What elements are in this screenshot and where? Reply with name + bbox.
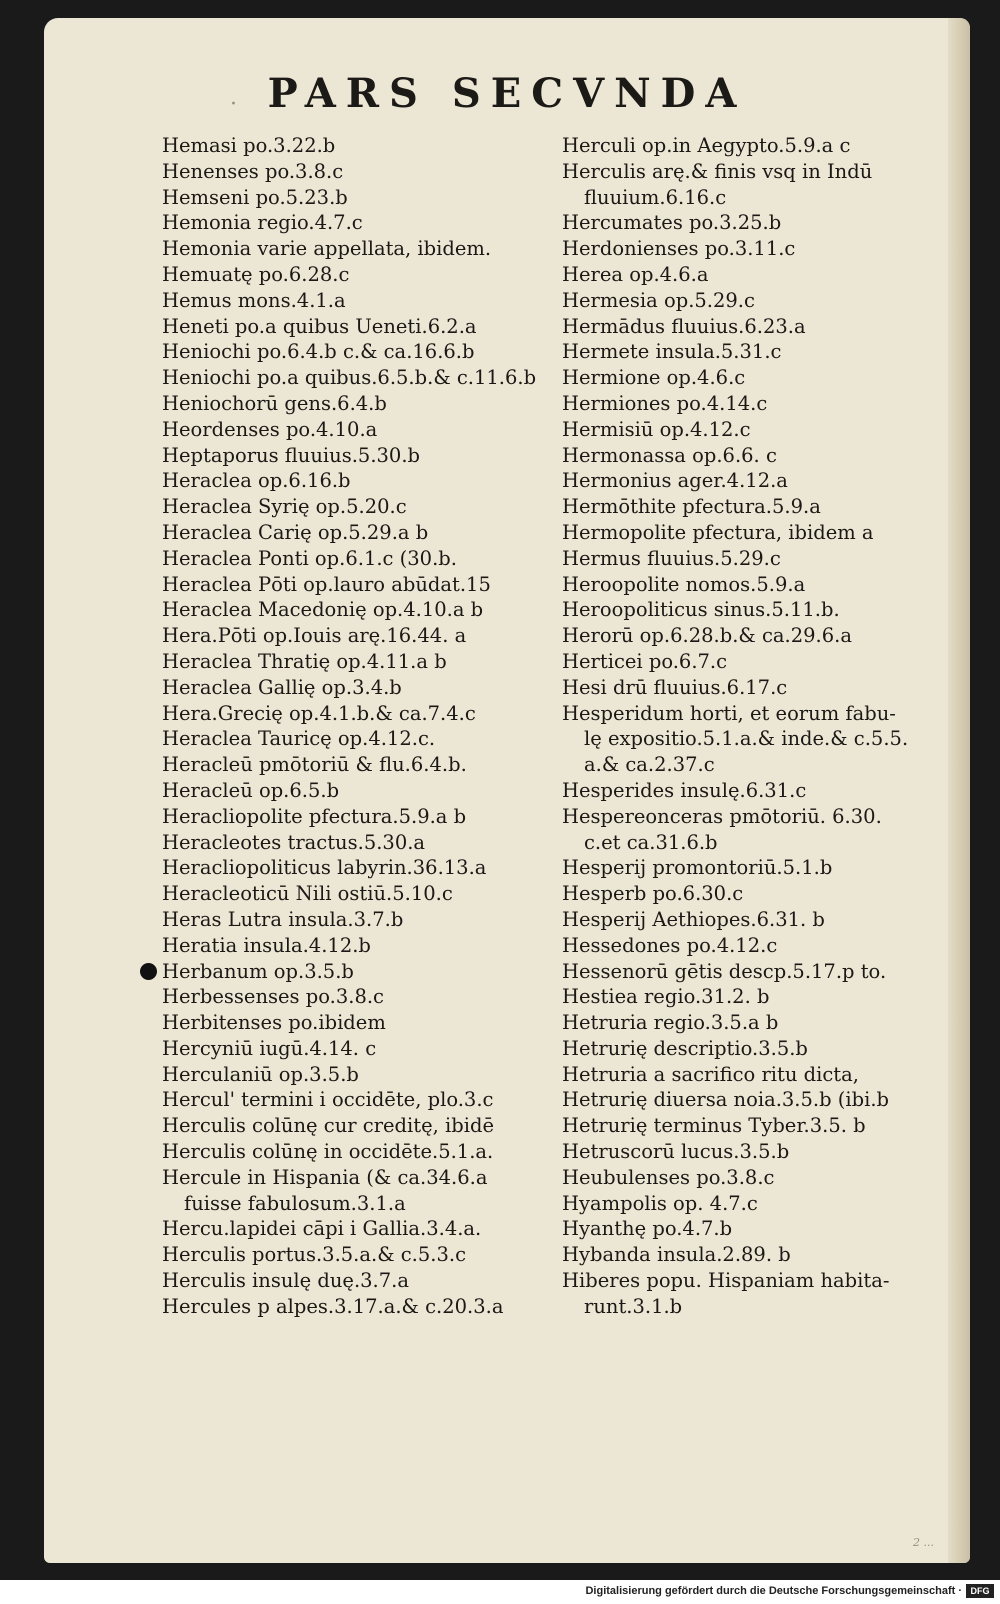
right-index-entry bbox=[562, 675, 962, 701]
right-index-entry bbox=[562, 468, 962, 494]
entry-text: Heroopoliticus sinus.5.11.b. bbox=[562, 598, 840, 622]
entry-text: Hermione op.4.6.c bbox=[562, 366, 746, 390]
entry-text: Hemonia varie appellata, ibidem. bbox=[162, 237, 492, 261]
entry-text: Hercul' termini i occidēte, plo.3.c bbox=[162, 1088, 494, 1112]
left-index-entry bbox=[162, 984, 602, 1010]
entry-text: Heraclea Thratię op.4.11.a b bbox=[162, 649, 447, 673]
left-index-entry bbox=[162, 1010, 602, 1036]
entry-text: Heraclea Pōti op.lauro abūdat.15 bbox=[162, 572, 491, 596]
entry-text: Herculis portus.3.5.a.& c.5.3.c bbox=[162, 1243, 467, 1267]
entry-text: Herculi op.in Aegypto.5.9.a c bbox=[562, 134, 851, 157]
entry-text: Herbitenses po.ibidem bbox=[162, 1011, 386, 1035]
entry-text: Heniochorū gens.6.4.b bbox=[162, 391, 387, 415]
entry-text: Hermus fluuius.5.29.c bbox=[562, 546, 781, 570]
entry-text: Hemonia regio.4.7.c bbox=[162, 211, 363, 235]
entry-text: Hybanda insula.2.89. b bbox=[562, 1243, 791, 1267]
left-index-entry bbox=[162, 1191, 602, 1217]
entry-text: Heracliopoliticus labyrin.36.13.a bbox=[162, 856, 487, 880]
right-index-entry bbox=[562, 546, 962, 572]
right-index-entry bbox=[562, 649, 962, 675]
left-index-entry bbox=[162, 417, 602, 443]
entry-text: c.et ca.31.6.b bbox=[584, 830, 718, 854]
entry-text: Heracliopolite pfectura.5.9.a b bbox=[162, 804, 467, 828]
left-index-entry bbox=[162, 752, 602, 778]
right-index-entry bbox=[562, 572, 962, 598]
entry-text: Hercyniū iugū.4.14. c bbox=[162, 1036, 377, 1060]
entry-text: Heroopolite nomos.5.9.a bbox=[562, 572, 806, 596]
left-index-entry bbox=[162, 365, 602, 391]
left-index-entry bbox=[162, 1294, 602, 1320]
entry-text: Herbessenses po.3.8.c bbox=[162, 985, 384, 1009]
entry-text: Hetruria a sacrifico ritu dicta, bbox=[562, 1062, 859, 1086]
right-index-entry bbox=[562, 933, 962, 959]
left-index-entry bbox=[162, 546, 602, 572]
right-index-entry bbox=[562, 778, 962, 804]
entry-text: Heniochi po.6.4.b c.& ca.16.6.b bbox=[162, 340, 475, 364]
right-index-entry bbox=[562, 210, 962, 236]
entry-text: Heraclea Gallię op.3.4.b bbox=[162, 675, 402, 699]
left-index-entry bbox=[162, 288, 602, 314]
right-index-entry bbox=[562, 1242, 962, 1268]
entry-text: lę expositio.5.1.a.& inde.& c.5.5. bbox=[584, 727, 909, 751]
right-index-entry bbox=[562, 1139, 962, 1165]
entry-text: Herticei po.6.7.c bbox=[562, 649, 728, 673]
right-index-entry bbox=[562, 417, 962, 443]
left-index-entry bbox=[162, 572, 602, 598]
left-index-entry bbox=[162, 804, 602, 830]
entry-text: Heracleotes tractus.5.30.a bbox=[162, 830, 426, 854]
entry-text: Hermōthite pfectura.5.9.a bbox=[562, 495, 821, 519]
right-index-entry bbox=[562, 288, 962, 314]
entry-text: Hermopolite pfectura, ibidem a bbox=[562, 520, 874, 544]
entry-text: Heraclea Macedonię op.4.10.a b bbox=[162, 598, 484, 622]
left-index-entry bbox=[162, 830, 602, 856]
entry-text: Heraclea Tauricę op.4.12.c. bbox=[162, 727, 436, 751]
entry-text: Hercumates po.3.25.b bbox=[562, 211, 782, 235]
right-index-entry bbox=[562, 623, 962, 649]
left-index-entry bbox=[162, 159, 602, 185]
entry-text: Hermete insula.5.31.c bbox=[562, 340, 782, 364]
left-index-entry bbox=[162, 597, 602, 623]
right-index-entry bbox=[562, 1294, 962, 1320]
entry-text: Heptaporus fluuius.5.30.b bbox=[162, 443, 421, 467]
left-index-entry bbox=[162, 314, 602, 340]
left-index-entry bbox=[162, 1113, 602, 1139]
entry-text: Heratia insula.4.12.b bbox=[162, 933, 371, 957]
entry-text: Hercule in Hispania (& ca.34.6.a bbox=[162, 1165, 488, 1189]
right-index-entry bbox=[562, 804, 962, 830]
index-column-left bbox=[162, 133, 602, 1320]
left-index-entry bbox=[162, 339, 602, 365]
right-index-entry bbox=[562, 881, 962, 907]
right-index-entry bbox=[562, 1165, 962, 1191]
entry-text: a.& ca.2.37.c bbox=[584, 753, 715, 777]
entry-text: Herculis colūnę cur creditę, ibidē bbox=[162, 1114, 495, 1138]
left-index-entry bbox=[162, 520, 602, 546]
right-index-entry bbox=[562, 314, 962, 340]
entry-text: Hetrurię diuersa noia.3.5.b (ibi.b bbox=[562, 1088, 890, 1112]
entry-text: Heniochi po.a quibus.6.5.b.& c.11.6.b bbox=[162, 366, 537, 390]
entry-text: Hetruscorū lucus.3.5.b bbox=[562, 1140, 790, 1164]
right-index-entry bbox=[562, 494, 962, 520]
entry-text: Hesperij promontoriū.5.1.b bbox=[562, 856, 833, 880]
entry-text: Hessedones po.4.12.c bbox=[562, 933, 778, 957]
left-index-entry bbox=[162, 1139, 602, 1165]
entry-text: runt.3.1.b bbox=[584, 1294, 683, 1318]
entry-text: Heneti po.a quibus Ueneti.6.2.a bbox=[162, 314, 477, 338]
left-index-entry bbox=[162, 391, 602, 417]
entry-text: Hyanthę po.4.7.b bbox=[562, 1217, 733, 1241]
right-index-entry bbox=[562, 365, 962, 391]
signature-mark: 2 ... bbox=[913, 1536, 934, 1549]
running-head: PARS SECVNDA bbox=[267, 70, 747, 117]
entry-text: Hermonius ager.4.12.a bbox=[562, 469, 788, 493]
entry-text: Heracleoticū Nili ostiū.5.10.c bbox=[162, 882, 453, 906]
left-index-entry bbox=[162, 675, 602, 701]
ornament-mark: · bbox=[230, 92, 237, 117]
left-index-entry bbox=[162, 907, 602, 933]
right-index-entry bbox=[562, 907, 962, 933]
right-index-entry bbox=[562, 443, 962, 469]
right-index-entry bbox=[562, 133, 962, 159]
left-index-entry bbox=[162, 1036, 602, 1062]
entry-text: Hetruria regio.3.5.a b bbox=[562, 1011, 779, 1035]
left-index-entry bbox=[162, 1087, 602, 1113]
entry-text: Hemasi po.3.22.b bbox=[162, 134, 336, 157]
right-index-entry bbox=[562, 701, 962, 727]
entry-text: Heracleū pmōtoriū & flu.6.4.b. bbox=[162, 753, 467, 777]
right-index-entry bbox=[562, 520, 962, 546]
entry-text: Hera.Pōti op.Iouis arę.16.44. a bbox=[162, 624, 467, 648]
left-index-entry bbox=[162, 1268, 602, 1294]
right-index-entry bbox=[562, 1087, 962, 1113]
book-page bbox=[44, 18, 970, 1563]
entry-text: Heordenses po.4.10.a bbox=[162, 417, 378, 441]
right-index-entry bbox=[562, 830, 962, 856]
left-index-entry bbox=[162, 443, 602, 469]
entry-text: Hiberes popu. Hispaniam habita- bbox=[562, 1269, 890, 1293]
left-index-entry bbox=[162, 1062, 602, 1088]
left-index-entry bbox=[162, 933, 602, 959]
entry-text: Heraclea Carię op.5.29.a b bbox=[162, 520, 429, 544]
entry-text: Hesperidum horti, et eorum fabu- bbox=[562, 701, 896, 725]
left-index-entry bbox=[162, 468, 602, 494]
entry-text: Hermonassa op.6.6. c bbox=[562, 443, 777, 467]
footer-bar bbox=[0, 1580, 1000, 1604]
left-index-entry bbox=[162, 494, 602, 520]
entry-text: Herdonienses po.3.11.c bbox=[562, 237, 796, 261]
right-index-entry bbox=[562, 1036, 962, 1062]
entry-text: Herculaniū op.3.5.b bbox=[162, 1062, 359, 1086]
right-index-entry bbox=[562, 597, 962, 623]
entry-text: Hesperides insulę.6.31.c bbox=[562, 778, 807, 802]
entry-text: Hesperb po.6.30.c bbox=[562, 882, 744, 906]
left-index-entry bbox=[162, 778, 602, 804]
entry-text: Hermisiū op.4.12.c bbox=[562, 417, 751, 441]
entry-text: Hessenorū gētis descp.5.17.p to. bbox=[562, 959, 887, 983]
entry-text: Hetrurię terminus Tyber.3.5. b bbox=[562, 1114, 866, 1138]
entry-text: Henenses po.3.8.c bbox=[162, 159, 344, 183]
entry-text: Hemuatę po.6.28.c bbox=[162, 262, 350, 286]
left-index-entry bbox=[162, 1242, 602, 1268]
left-index-entry bbox=[162, 855, 602, 881]
entry-text: Heraclea Ponti op.6.1.c (30.b. bbox=[162, 546, 457, 570]
entry-text: Heraclea Syrię op.5.20.c bbox=[162, 495, 407, 519]
left-index-entry bbox=[162, 262, 602, 288]
left-index-entry bbox=[162, 623, 602, 649]
index-column-right bbox=[562, 133, 962, 1320]
left-index-entry bbox=[162, 959, 602, 985]
right-index-entry bbox=[562, 236, 962, 262]
entry-text: Hercu.lapidei cāpi i Gallia.3.4.a. bbox=[162, 1217, 482, 1241]
right-index-entry bbox=[562, 984, 962, 1010]
entry-text: fuisse fabulosum.3.1.a bbox=[184, 1191, 406, 1215]
entry-text: Heras Lutra insula.3.7.b bbox=[162, 907, 404, 931]
entry-text: Hestiea regio.31.2. b bbox=[562, 985, 770, 1009]
right-index-entry bbox=[562, 1216, 962, 1242]
right-index-entry bbox=[562, 339, 962, 365]
entry-text: Herculis colūnę in occidēte.5.1.a. bbox=[162, 1140, 494, 1164]
entry-text: Herculis insulę duę.3.7.a bbox=[162, 1269, 409, 1293]
entry-text: Hermiones po.4.14.c bbox=[562, 391, 768, 415]
right-index-entry bbox=[562, 855, 962, 881]
right-index-entry bbox=[562, 1062, 962, 1088]
entry-text: Hera.Grecię op.4.1.b.& ca.7.4.c bbox=[162, 701, 476, 725]
entry-text: Herorū op.6.28.b.& ca.29.6.a bbox=[562, 624, 852, 648]
left-index-entry bbox=[162, 236, 602, 262]
left-index-entry bbox=[162, 1165, 602, 1191]
right-index-entry bbox=[562, 752, 962, 778]
footer-credit: Digitalisierung gefördert durch die Deutsche Forschungsgemeinschaft · bbox=[585, 1585, 962, 1597]
right-index-entry bbox=[562, 1113, 962, 1139]
bullet-mark-icon bbox=[140, 963, 157, 980]
right-index-entry bbox=[562, 185, 962, 211]
left-index-entry bbox=[162, 649, 602, 675]
dfg-logo: DFG bbox=[966, 1584, 994, 1598]
entry-text: Hermesia op.5.29.c bbox=[562, 288, 755, 312]
entry-text: Hemseni po.5.23.b bbox=[162, 185, 348, 209]
entry-text: Heracleū op.6.5.b bbox=[162, 778, 340, 802]
entry-text: Hetrurię descriptio.3.5.b bbox=[562, 1036, 808, 1060]
right-index-entry bbox=[562, 1010, 962, 1036]
entry-text: Herea op.4.6.a bbox=[562, 262, 709, 286]
left-index-entry bbox=[162, 185, 602, 211]
right-index-entry bbox=[562, 726, 962, 752]
entry-text: Hermādus fluuius.6.23.a bbox=[562, 314, 806, 338]
entry-text: Hercules p alpes.3.17.a.& c.20.3.a bbox=[162, 1294, 504, 1318]
entry-text: Herbanum op.3.5.b bbox=[162, 959, 354, 983]
right-index-entry bbox=[562, 159, 962, 185]
left-index-entry bbox=[162, 881, 602, 907]
entry-text: Heubulenses po.3.8.c bbox=[562, 1165, 775, 1189]
entry-text: Herculis arę.& finis vsq in Indū bbox=[562, 159, 873, 183]
right-index-entry bbox=[562, 262, 962, 288]
left-index-entry bbox=[162, 1216, 602, 1242]
entry-text: Hesi drū fluuius.6.17.c bbox=[562, 675, 788, 699]
entry-text: fluuium.6.16.c bbox=[584, 185, 727, 209]
right-index-entry bbox=[562, 1268, 962, 1294]
right-index-entry bbox=[562, 959, 962, 985]
right-index-entry bbox=[562, 391, 962, 417]
left-index-entry bbox=[162, 701, 602, 727]
right-index-entry bbox=[562, 1191, 962, 1217]
entry-text: Hemus mons.4.1.a bbox=[162, 288, 346, 312]
entry-text: Hesperij Aethiopes.6.31. b bbox=[562, 907, 825, 931]
entry-text: Hyampolis op. 4.7.c bbox=[562, 1191, 758, 1215]
left-index-entry bbox=[162, 210, 602, 236]
left-index-entry bbox=[162, 726, 602, 752]
entry-text: Hespereonceras pmōtoriū. 6.30. bbox=[562, 804, 882, 828]
left-index-entry bbox=[162, 133, 602, 159]
entry-text: Heraclea op.6.16.b bbox=[162, 469, 351, 493]
